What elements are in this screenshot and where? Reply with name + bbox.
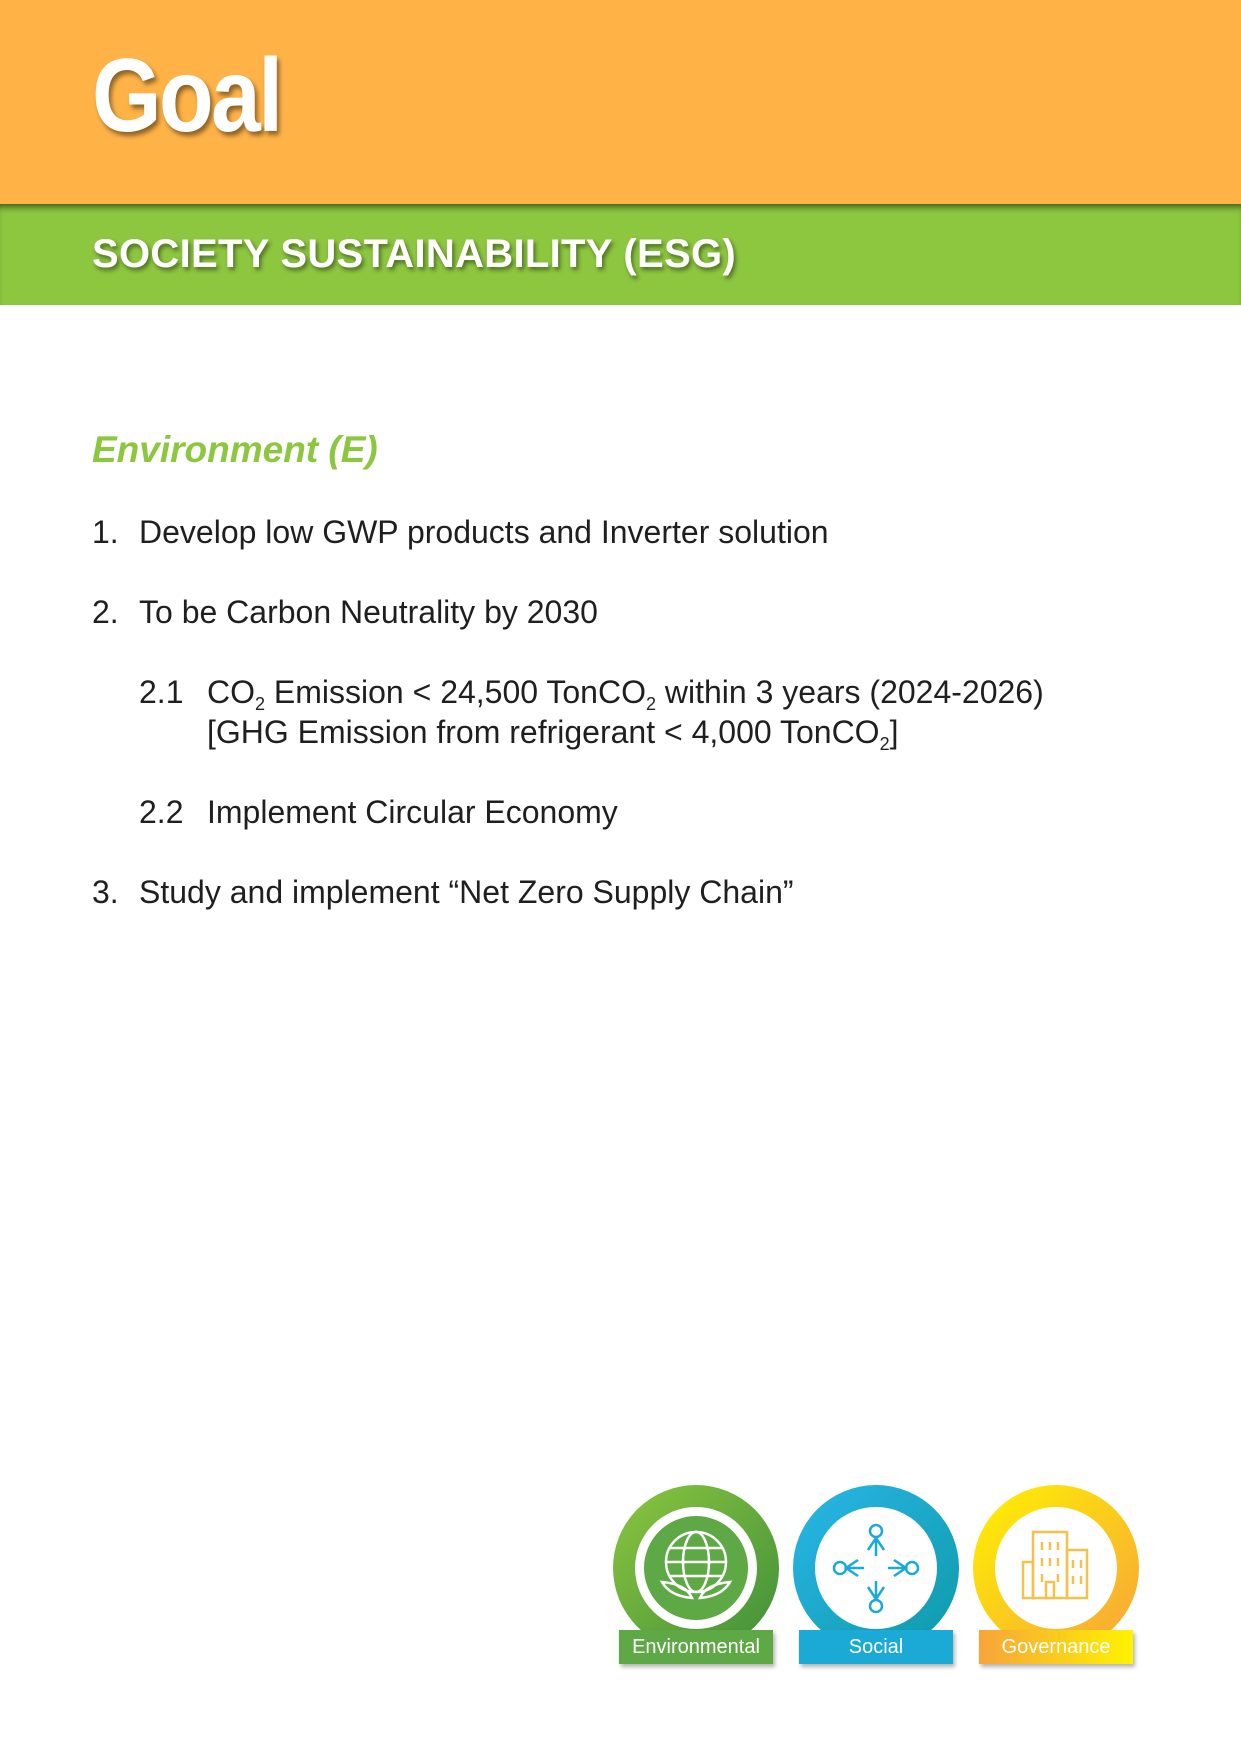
social-label: Social <box>799 1630 953 1664</box>
section-heading: Environment (E) <box>92 429 378 470</box>
governance-label: Governance <box>979 1630 1133 1664</box>
goal-number: 2.2 <box>139 794 184 830</box>
subheader-title: SOCIETY SUSTAINABILITY (ESG) <box>92 232 737 276</box>
goal-number: 2.1 <box>139 674 184 710</box>
goal-text-line2: [GHG Emission from refrigerant < 4,000 TonCO$_2$] <box>207 714 899 754</box>
esg-logo-group <box>600 1470 1160 1670</box>
environmental-label: Environmental <box>619 1630 773 1664</box>
goal-text-line1: $CO_2$ Emission < 24,500 TonCO$_2$ within 3 years (2024-2026) <box>207 674 1044 714</box>
goal-text: To be Carbon Neutrality by 2030 <box>139 594 598 630</box>
page-title: Goal <box>92 38 281 154</box>
goal-number: 2. <box>92 594 119 630</box>
social-ring <box>793 1485 959 1651</box>
goal-item-2-1-line2 <box>207 712 898 752</box>
goal-text: Implement Circular Economy <box>207 794 618 830</box>
goal-number: 3. <box>92 874 119 910</box>
goal-text: Study and implement “Net Zero Supply Chain” <box>139 874 794 910</box>
environmental-ring <box>613 1485 779 1651</box>
goal-text: Develop low GWP products and Inverter solution <box>139 514 829 550</box>
governance-ring <box>973 1485 1139 1651</box>
goal-number: 1. <box>92 514 119 550</box>
